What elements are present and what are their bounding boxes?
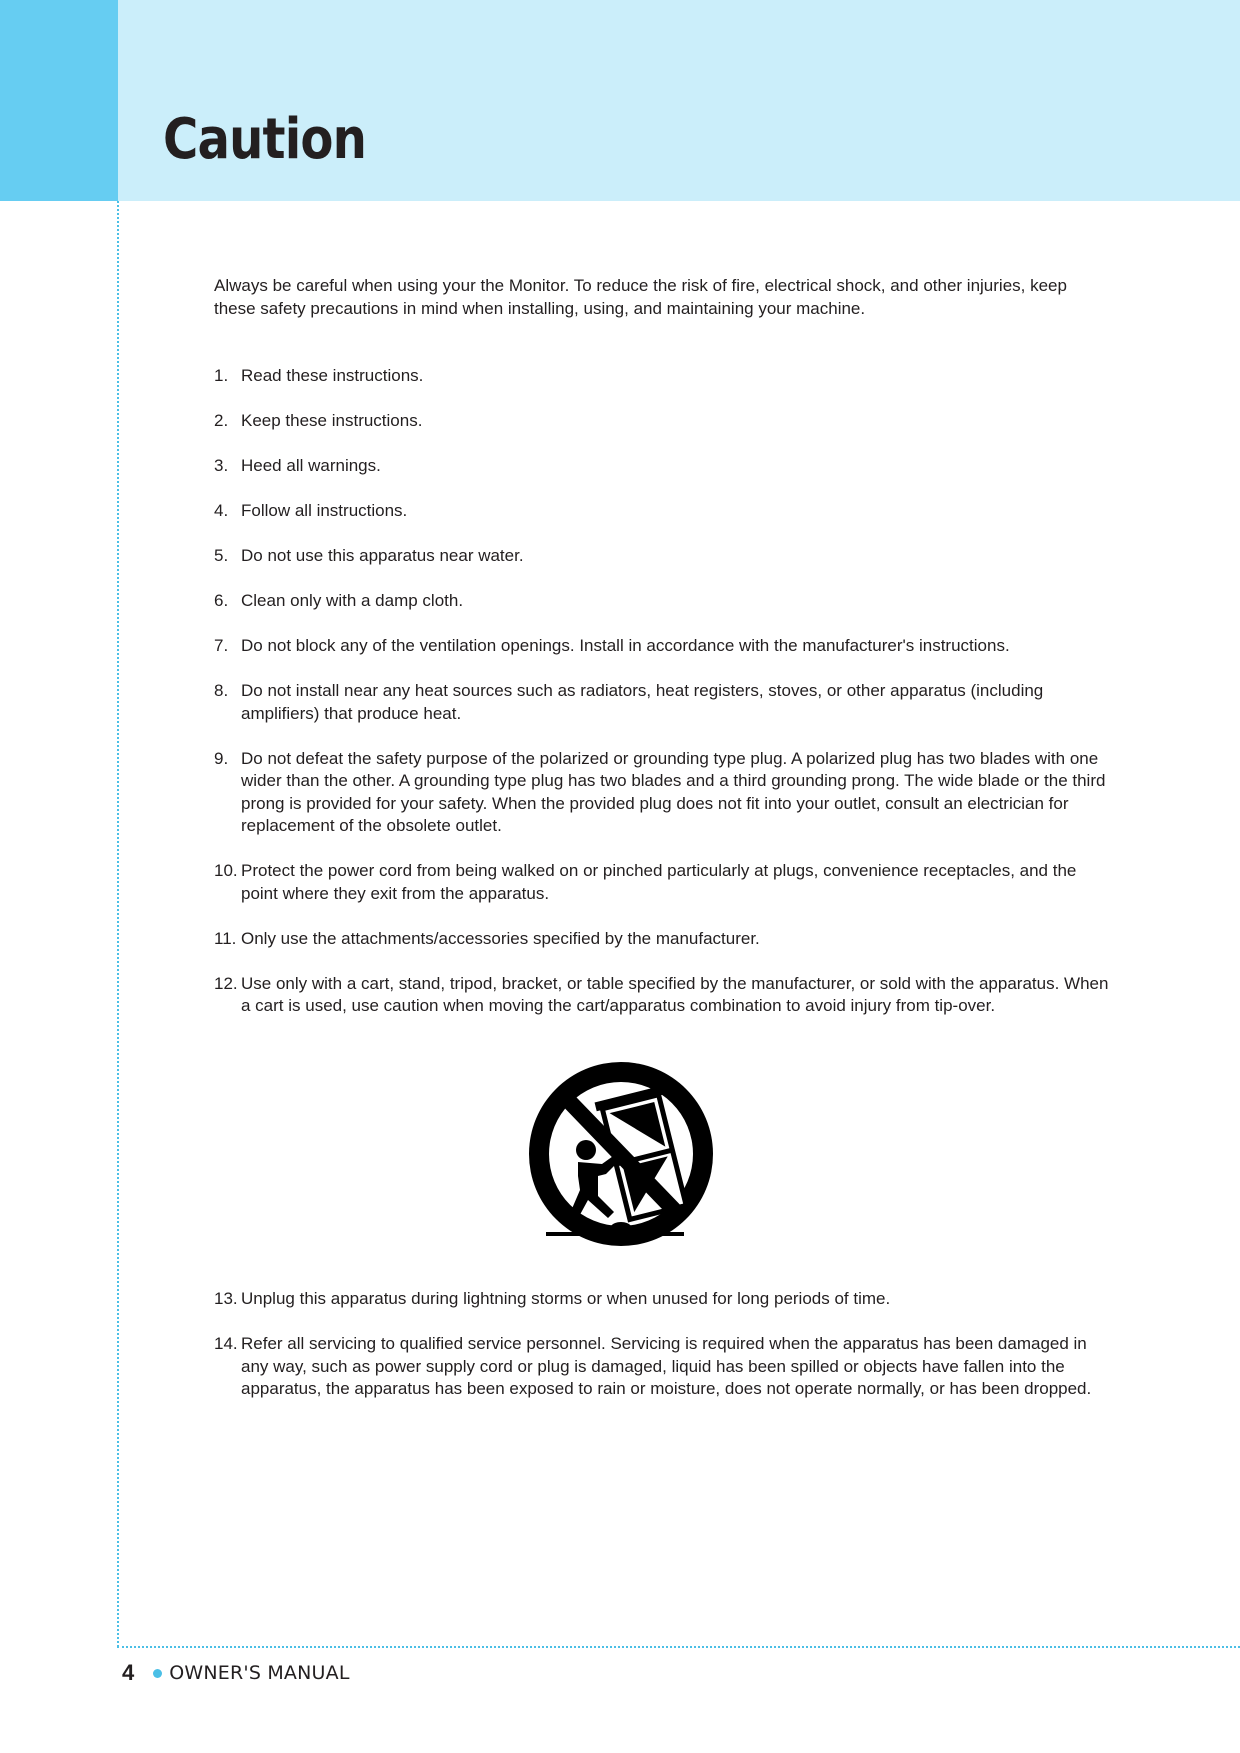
precautions-list [214, 365, 1114, 1040]
item-number: 13. [214, 1289, 238, 1308]
item-number: 4. [214, 501, 229, 520]
item-text: Do not install near any heat sources such as radiators, heat registers, stoves, or other apparatus (including amplifiers) that produce heat. [241, 681, 1044, 723]
page-title: Caution [163, 107, 367, 172]
item-text: Do not defeat the safety purpose of the polarized or grounding type plug. A polarized plug has two blades with one wider than the other. A grounding type plug has two blades and a third grounding prong. The wide blade or the third prong is provided for your safety. When the provided plug does not fit into your outlet, consult an electrician for replacement of the obsolete outlet. [241, 748, 1106, 835]
page-number: 4 [122, 1660, 135, 1685]
list-item [214, 635, 1114, 658]
list-item [214, 860, 1114, 905]
item-text: Unplug this apparatus during lightning storms or when unused for long periods of time. [241, 1289, 891, 1308]
item-text: Keep these instructions. [241, 411, 423, 430]
footer-label: OWNER'S MANUAL [169, 1662, 350, 1684]
item-number: 11. [214, 928, 237, 948]
item-number: 6. [214, 591, 229, 610]
item-number: 10. [214, 861, 238, 880]
item-number: 2. [214, 411, 229, 430]
list-item [214, 590, 1114, 613]
list-item [214, 410, 1114, 433]
list-item [214, 1288, 1114, 1311]
item-number: 14. [214, 1334, 238, 1353]
item-text: Follow all instructions. [241, 501, 408, 520]
cart-tip-over-warning-icon [526, 1062, 716, 1247]
left-dotted-rule [117, 201, 119, 1647]
list-item [214, 973, 1114, 1018]
item-text: Only use the attachments/accessories specified by the manufacturer. [241, 928, 760, 948]
precautions-list-continued [214, 1288, 1114, 1423]
bullet-dot-icon [153, 1669, 162, 1678]
item-text: Read these instructions. [241, 366, 424, 385]
page-footer [122, 1658, 350, 1688]
item-text: Do not use this apparatus near water. [241, 546, 524, 565]
list-item [214, 748, 1114, 838]
list-item [214, 455, 1114, 478]
intro-paragraph: Always be careful when using your the Monitor. To reduce the risk of fire, electrical shock, and other injuries, keep these safety precautions in mind when installing, using, and maintaining your machine. [214, 276, 1067, 318]
item-number: 1. [214, 366, 229, 385]
item-number: 8. [214, 681, 229, 700]
side-color-tab [0, 0, 118, 201]
item-text: Heed all warnings. [241, 456, 381, 475]
item-number: 12. [214, 973, 238, 993]
item-text: Do not block any of the ventilation openings. Install in accordance with the manufacturer's instructions. [241, 636, 1010, 655]
list-item [214, 680, 1114, 725]
item-number: 3. [214, 456, 229, 475]
list-item [214, 928, 1114, 951]
item-text: Use only with a cart, stand, tripod, bracket, or table specified by the manufacturer, or sold with the apparatus. When a cart is used, use caution when moving the cart/apparatus combination to avoid injury from tip-over. [241, 973, 1109, 1015]
item-number: 5. [214, 546, 229, 565]
item-text: Clean only with a damp cloth. [241, 591, 464, 610]
bottom-dotted-rule [117, 1646, 1240, 1648]
list-item [214, 365, 1114, 388]
list-item [214, 545, 1114, 568]
list-item [214, 500, 1114, 523]
list-item [214, 1333, 1114, 1401]
item-number: 7. [214, 636, 229, 655]
item-text: Protect the power cord from being walked on or pinched particularly at plugs, convenience receptacles, and the point where they exit from the apparatus. [241, 861, 1077, 903]
item-text: Refer all servicing to qualified service personnel. Servicing is required when the apparatus has been damaged in any way, such as power supply cord or plug is damaged, liquid has been spilled or objects have fallen into the apparatus, the apparatus has been exposed to rain or moisture, does not operate normally, or has been dropped. [241, 1334, 1092, 1398]
item-number: 9. [214, 748, 229, 768]
